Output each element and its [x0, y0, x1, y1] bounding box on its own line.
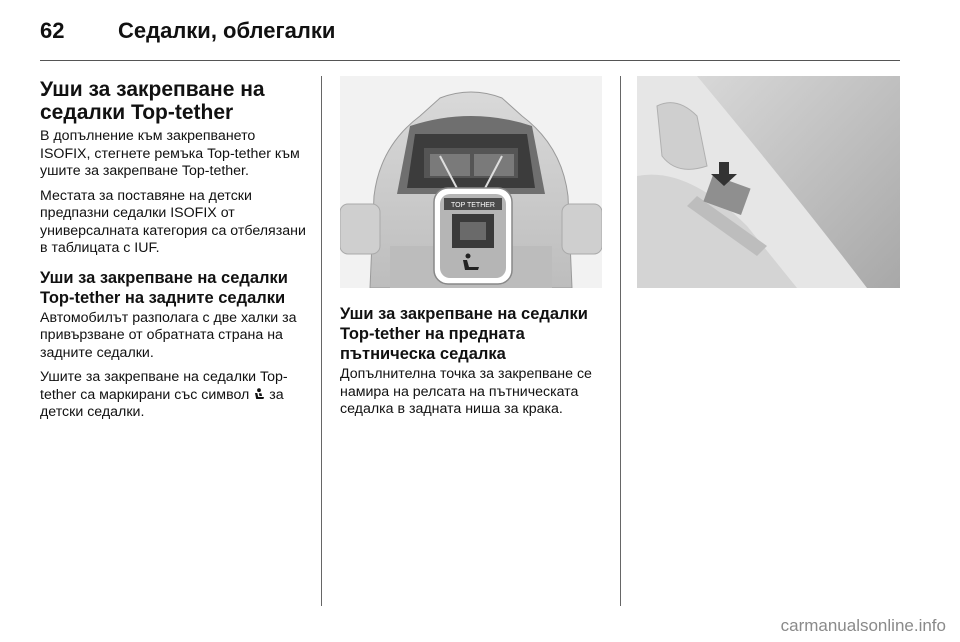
page-title: Седалки, облегалки [118, 18, 336, 43]
header-rule [40, 60, 900, 61]
paragraph-front-rail: Допълнителна точка за закрепване се намира на релсата на пътническата седалка в задната ниша за крака. [340, 366, 592, 417]
top-tether-label: TOP TETHER [451, 202, 495, 209]
symbol-text-before: Ушите за закрепване на седалки Top-tether са маркирани със символ [40, 369, 288, 403]
paragraph-rear-rings: Автомобилът разполага с две халки за привързване от обратната страна на задните седалки. [40, 309, 297, 361]
paragraph-symbol [40, 369, 308, 422]
column-middle [340, 304, 605, 426]
symbol-text-after: за детски седалки. [40, 386, 284, 420]
column-divider-1 [321, 76, 322, 606]
page-number: 62 [40, 18, 65, 43]
column-left [40, 78, 308, 429]
front-seat-rail-illustration [637, 76, 900, 288]
footer-watermark: carmanualsonline.info [780, 616, 946, 635]
subheading-rear-seats: Уши за закрепване на седалки Top-tether на задните седалки [40, 268, 288, 307]
subheading-front-seat: Уши за закрепване на седалки Top-tether на предната пътническа седалка [340, 305, 588, 363]
paragraph-isofix: В допълнение към закрепването ISOFIX, стегнете ремъка Top-tether към ушите за закрепване Top-tether. [40, 128, 300, 179]
child-seat-icon [253, 388, 265, 401]
figure-front-tether [637, 76, 900, 288]
section-heading: Уши за закрепване на седалки Top-tether [40, 78, 265, 124]
paragraph-iuf: Местата за поставяне на детски предпазни седалки ISOFIX от универсалната категория са отбелязани в таблицата с IUF. [40, 187, 306, 256]
page-header [40, 10, 900, 52]
column-divider-2 [620, 76, 621, 606]
car-rear-illustration [340, 76, 602, 288]
figure-rear-tether [340, 76, 602, 288]
